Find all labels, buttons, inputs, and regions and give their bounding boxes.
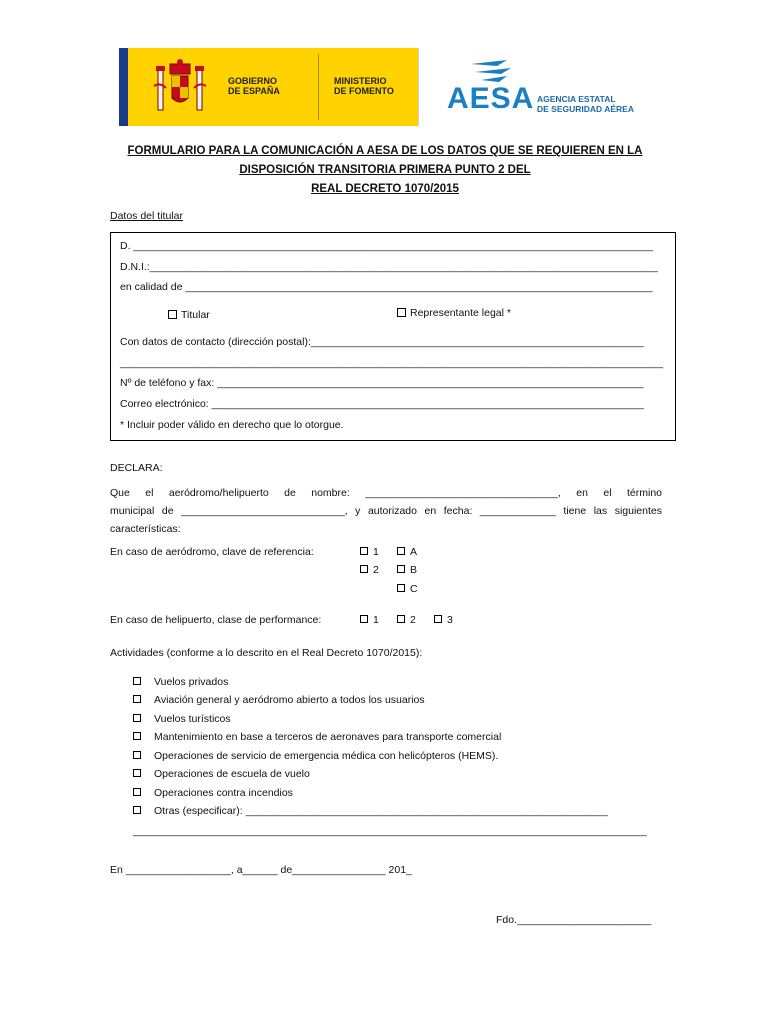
aerodromo-opt-a[interactable] xyxy=(397,546,417,558)
actividad-label: Vuelos turísticos xyxy=(154,713,231,725)
coat-of-arms-icon xyxy=(150,56,210,118)
actividad-checkbox[interactable] xyxy=(133,714,141,722)
actividad-checkbox[interactable] xyxy=(133,769,141,777)
actividad-item[interactable] xyxy=(133,787,293,799)
actividades-label: Actividades (conforme a lo descrito en el Real Decreto 1070/2015): xyxy=(110,647,423,659)
heli-1-checkbox[interactable] xyxy=(360,615,368,623)
helipuerto-label: En caso de helipuerto, clase de performance: xyxy=(110,614,322,626)
actividad-label: Operaciones de escuela de vuelo xyxy=(154,768,310,780)
actividad-item[interactable] xyxy=(133,676,228,688)
firma[interactable]: Fdo._______________________ xyxy=(496,914,652,926)
actividad-item[interactable] xyxy=(133,694,425,706)
actividad-item[interactable] xyxy=(133,731,501,743)
option-titular[interactable] xyxy=(168,309,210,321)
actividad-item[interactable] xyxy=(133,713,231,725)
aero-2-label: 2 xyxy=(373,564,379,576)
otras-line2[interactable]: ________________________________________________________________________________________ xyxy=(133,825,647,837)
field-correo[interactable]: Correo electrónico: __________________________________________________________________________ xyxy=(120,398,644,410)
field-contacto-line2[interactable]: _____________________________________________________________________________________________ xyxy=(120,357,664,369)
actividad-label: Otras (especificar): ______________________________________________________________ xyxy=(154,805,608,817)
aero-c-label: C xyxy=(410,583,418,595)
aerodromo-label: En caso de aeródromo, clave de referencia: xyxy=(110,546,314,558)
declara-heading: DECLARA: xyxy=(110,462,163,474)
aero-b-label: B xyxy=(410,564,418,576)
representante-checkbox[interactable] xyxy=(397,308,406,317)
option-representante[interactable] xyxy=(397,307,511,319)
lugar-fecha[interactable]: En __________________, a______ de________________ 201_ xyxy=(110,864,412,876)
ministerio-text: MINISTERIO DE FOMENTO xyxy=(334,76,394,96)
titular-checkbox[interactable] xyxy=(168,310,177,319)
representante-label: Representante legal * xyxy=(410,307,511,319)
actividad-checkbox[interactable] xyxy=(133,732,141,740)
header-logos xyxy=(116,48,653,126)
actividad-checkbox[interactable] xyxy=(133,677,141,685)
gobierno-text: GOBIERNO DE ESPAÑA xyxy=(228,76,280,96)
eu-flag-strip xyxy=(116,48,128,126)
section-datos-titular: Datos del titular xyxy=(110,210,183,222)
heli-3-checkbox[interactable] xyxy=(434,615,442,623)
note-poder: * Incluir poder válido en derecho que lo otorgue. xyxy=(120,419,344,431)
aerodromo-opt-1[interactable] xyxy=(360,546,379,558)
aero-a-label: A xyxy=(410,546,418,558)
field-contacto[interactable]: Con datos de contacto (dirección postal):_________________________________________________________ xyxy=(120,336,644,348)
aero-2-checkbox[interactable] xyxy=(360,565,368,573)
heli-opt-1[interactable] xyxy=(360,614,379,626)
actividad-checkbox[interactable] xyxy=(133,788,141,796)
aero-c-checkbox[interactable] xyxy=(397,584,405,592)
declara-line1: Que el aeródromo/helipuerto de nombre: _________________________________, en el término xyxy=(110,487,662,499)
actividad-label: Operaciones contra incendios xyxy=(154,787,293,799)
aero-b-checkbox[interactable] xyxy=(397,565,405,573)
field-telefono[interactable]: Nº de teléfono y fax: _________________________________________________________________________ xyxy=(120,377,644,389)
aesa-wing-icon xyxy=(467,58,515,84)
heli-2-label: 2 xyxy=(410,614,416,626)
actividad-item[interactable] xyxy=(133,805,608,817)
heli-opt-2[interactable] xyxy=(397,614,416,626)
aerodromo-opt-2[interactable] xyxy=(360,564,379,576)
logo-divider xyxy=(318,54,319,120)
field-d[interactable]: D. _________________________________________________________________________________________ xyxy=(120,240,654,252)
form-title: FORMULARIO PARA LA COMUNICACIÓN A AESA DE LOS DATOS QUE SE REQUIEREN EN LA DISPOSICIÓN TRANSITORIA PRIMERA PUNTO 2 DEL REAL DECRETO 1070/2015 xyxy=(127,145,643,195)
declara-line2: municipal de ____________________________, y autorizado en fecha: _____________ tiene las siguientes xyxy=(110,505,662,517)
declara-line3: características: xyxy=(110,523,181,535)
aerodromo-opt-c[interactable] xyxy=(397,583,418,595)
actividad-item[interactable] xyxy=(133,750,498,762)
field-dni[interactable]: D.N.I.:_______________________________________________________________________________________ xyxy=(120,261,658,273)
actividad-label: Vuelos privados xyxy=(154,676,229,688)
agencia-text: AGENCIA ESTATAL DE SEGURIDAD AÉREA xyxy=(537,94,634,114)
actividad-checkbox[interactable] xyxy=(133,695,141,703)
aero-1-checkbox[interactable] xyxy=(360,547,368,555)
heli-3-label: 3 xyxy=(447,614,453,626)
heli-1-label: 1 xyxy=(373,614,379,626)
heli-2-checkbox[interactable] xyxy=(397,615,405,623)
actividad-label: Operaciones de servicio de emergencia médica con helicópteros (HEMS). xyxy=(154,750,499,762)
aero-a-checkbox[interactable] xyxy=(397,547,405,555)
aerodromo-opt-b[interactable] xyxy=(397,564,417,576)
aesa-logo-block xyxy=(418,48,654,126)
actividad-label: Mantenimiento en base a terceros de aeronaves para transporte comercial xyxy=(154,731,502,743)
aero-1-label: 1 xyxy=(373,546,379,558)
actividad-item[interactable] xyxy=(133,768,310,780)
actividad-label: Aviación general y aeródromo abierto a todos los usuarios xyxy=(154,694,425,706)
aesa-wordmark: AESA xyxy=(447,82,535,115)
actividad-checkbox[interactable] xyxy=(133,806,141,814)
actividad-checkbox[interactable] xyxy=(133,751,141,759)
government-logo-block xyxy=(128,48,418,126)
heli-opt-3[interactable] xyxy=(434,614,453,626)
field-calidad[interactable]: en calidad de ________________________________________________________________________________ xyxy=(120,281,653,293)
titular-label: Titular xyxy=(181,309,210,321)
